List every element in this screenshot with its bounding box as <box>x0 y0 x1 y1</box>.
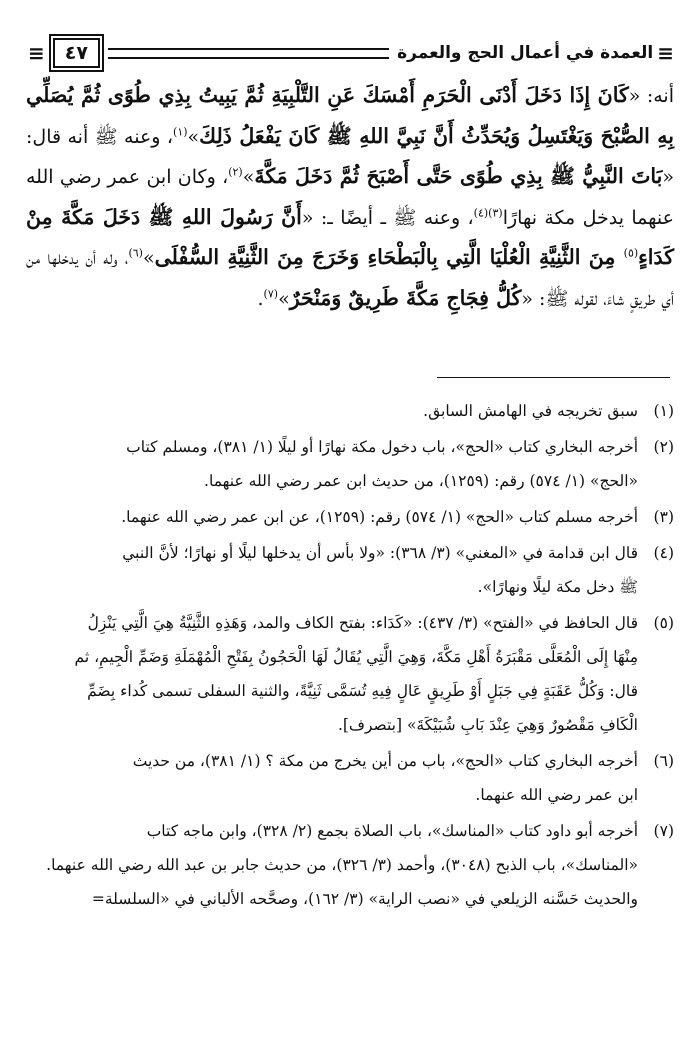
footnote-ref-6[interactable]: (٦) <box>128 246 143 260</box>
footnote-number: (٦) <box>653 752 674 770</box>
footnote-ref-1[interactable]: (١) <box>173 125 188 139</box>
footnote-number: (٤) <box>653 544 674 562</box>
footnote-2 <box>22 430 674 498</box>
footnote-line: أخرجه البخاري كتاب «الحج»، باب دخول مكة نهارًا أو ليلًا (١/ ٣٨١)، ومسلم كتاب <box>126 438 638 456</box>
text-run: » <box>278 287 290 310</box>
main-paragraph <box>26 76 674 319</box>
footnote-number: (٥) <box>653 614 674 632</box>
footnote-text <box>22 394 638 428</box>
footnote-number: (٢) <box>653 438 674 456</box>
footnote-line: الْكَافِ مَقْصُورٌ وَهِيَ عِنْدَ بَابِ شُبَيْكَةَ» [بتصرف]. <box>337 716 638 734</box>
footnote-line: قال الحافظ في «الفتح» (٣/ ٤٣٧): «كَدَاء: بفتح الكاف والمد، وَهَذِهِ الثَّنِيَّةُ هِيَ الَّتِي يَنْزِلُ <box>87 614 638 632</box>
footnote-text <box>22 430 638 498</box>
footnote-line: أخرجه مسلم كتاب «الحج» (١/ ٥٧٤) رقم: (١٢٥٩)، عن ابن عمر رضي الله عنهما. <box>121 508 638 526</box>
hadith-quote-3: أَنَّ رَسُولَ اللهِ ﷺ دَخَلَ مَكَّةَ مِنْ كَدَاءٍ <box>26 204 675 269</box>
text-run: » <box>242 166 255 188</box>
footnote-5 <box>22 606 674 742</box>
footnote-text <box>22 606 638 742</box>
footnote-text <box>22 744 638 812</box>
footnote-line: «الحج» (١/ ٥٧٤) رقم: (١٢٥٩)، من حديث ابن عمر رضي الله عنهما. <box>204 472 638 490</box>
text-run: . <box>257 287 264 310</box>
footnote-line: أخرجه أبو داود كتاب «المناسك»، باب الصلاة بجمع (٢/ ٣٢٨)، وابن ماجه كتاب <box>146 822 638 840</box>
text-run: » <box>142 247 155 269</box>
running-header-title: العمدة في أعمال الحج والعمرة <box>397 43 654 63</box>
text-run: ، وله أن يدخلها من أي طريقٍ شاءَ، لقوله ﷺ: « <box>26 247 674 310</box>
text-run: أنه: « <box>628 85 674 107</box>
footnote-3 <box>22 500 674 534</box>
footnote-text <box>22 814 638 916</box>
footnote-separator <box>437 377 670 378</box>
hadith-quote-1: كَانَ إِذَا دَخَلَ أَدْنَى الْحَرَمِ أَمْسَكَ عَنِ التَّلْبِيَةِ ثُمَّ يَبِيتُ بِذِي طُوًى ثُمَّ يُصَلِّي بِهِ الصُّبْحَ وَيَغْتَسِلُ وَيُحَدِّثُ أَنَّ نَبِيَّ اللهِ ﷺ كَانَ يَفْعَلُ ذَلِكَ <box>26 83 674 148</box>
footnote-number: (١) <box>653 402 674 420</box>
hadith-quote-3-cont: مِنَ الثَّنِيَّةِ الْعُلْيَا الَّتِي بِالْبَطْحَاءِ وَخَرَجَ مِنَ الثَّنِيَّةِ السُّفْلَى <box>154 245 624 269</box>
header-double-rule <box>108 48 389 59</box>
main-text <box>26 76 674 319</box>
text-run: ، وكان ابن عمر رضي الله عنهما يدخل مكة نهارًا <box>26 166 674 229</box>
footnote-line: ﷺ دخل مكة ليلًا ونهارًا». <box>477 578 638 596</box>
footnote-text <box>22 500 638 534</box>
footnote-7 <box>22 814 674 916</box>
footnote-ref-7[interactable]: (٧) <box>263 287 279 301</box>
text-run: ، وعنه ﷺ ـ أيضًا ـ: « <box>301 206 474 229</box>
header-lead-mark: ≡ <box>657 41 674 65</box>
running-header <box>28 36 674 70</box>
header-trail-mark: ≡ <box>28 41 45 65</box>
footnote-line: أخرجه البخاري كتاب «الحج»، باب من أين يخرج من مكة ؟ (١/ ٣٨١)، من حديث <box>132 752 638 770</box>
footnote-line: قال: وَكُلُّ عَقَبَةٍ فِي جَبَلٍ أَوْ طَرِيقٍ عَالٍ فِيهِ تُسَمَّى ثَنِيَّةً، والثنية السفلى تسمى كُداء بِضَمِّ <box>87 682 638 700</box>
footnote-6 <box>22 744 674 812</box>
footnote-text <box>22 536 638 604</box>
footnote-line: «المناسك»، باب الذبح (٣٠٤٨)، وأحمد (٣/ ٣٢٦)، من حديث جابر بن عبد الله رضي الله عنهما. <box>46 856 638 874</box>
footnote-line: مِنْهَا إِلَى الْمُعَلَّى مَقْبَرَةُ أَهْلِ مَكَّةَ، وَهِيَ الَّتِي يُقَالُ لَهَا الْحَجُونُ بِفَتْحِ الْمُهْمَلَةِ وَضَمِّ الْجِيمِ، ثم <box>74 648 638 666</box>
text-run: » <box>187 125 200 148</box>
page-number: ٤٧ <box>53 38 100 68</box>
footnote-number: (٣) <box>653 508 674 526</box>
hadith-quote-4: كُلُّ فِجَاجِ مَكَّةَ طَرِيقٌ وَمَنْحَرٌ <box>289 285 522 310</box>
footnotes <box>22 394 674 918</box>
footnote-ref-2[interactable]: (٢) <box>228 165 243 179</box>
footnote-4 <box>22 536 674 604</box>
hadith-quote-2: بَاتَ النَّبِيُّ ﷺ بِذِي طُوًى حَتَّى أَصْبَحَ ثُمَّ دَخَلَ مَكَّةَ <box>254 164 663 188</box>
footnote-1 <box>22 394 674 428</box>
footnote-line: قال ابن قدامة في «المغني» (٣/ ٣٦٨): «ولا بأس أن يدخلها ليلًا أو نهارًا؛ لأنَّ النبي <box>122 544 638 562</box>
footnote-ref-5[interactable]: (٥) <box>623 246 639 260</box>
footnote-number: (٧) <box>653 822 674 840</box>
footnote-line: والحديث حَسَّنه الزيلعي في «نصب الراية» (٣/ ١٦٢)، وصحَّحه الألباني في «السلسلة= <box>91 890 638 908</box>
footnote-line: ابن عمر رضي الله عنهما. <box>475 786 638 804</box>
footnote-ref-3-4[interactable]: (٣)(٤) <box>473 206 503 220</box>
text-run: ، وعنه ﷺ أنه قال: « <box>26 125 674 188</box>
footnote-line: سبق تخريجه في الهامش السابق. <box>423 402 638 420</box>
